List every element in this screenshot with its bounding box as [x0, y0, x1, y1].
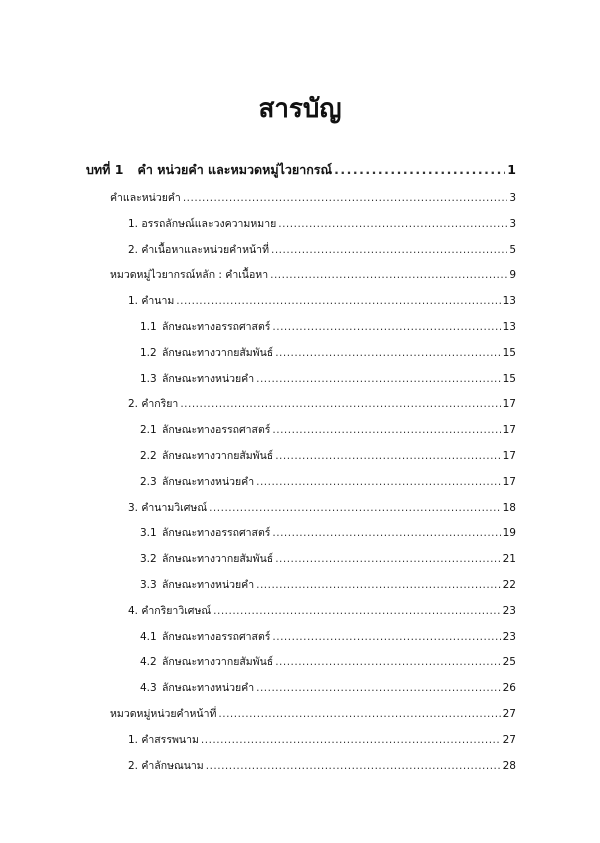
page-number: 21 [502, 553, 516, 565]
toc-entry[interactable] [128, 499, 516, 517]
dot-leader [275, 447, 500, 465]
dot-leader [272, 524, 500, 542]
entry-title: ลักษณะทางหน่วยคำ [162, 579, 255, 591]
dot-leader [256, 679, 501, 697]
page-number: 3 [509, 192, 516, 204]
section-number: 1.1 [140, 321, 157, 333]
page-number: 28 [502, 760, 516, 772]
page-title: สารบัญ [258, 94, 342, 124]
page-number: 5 [509, 244, 516, 256]
page-number: 25 [502, 656, 516, 668]
toc-entry[interactable] [140, 679, 516, 697]
page-number: 17 [502, 424, 516, 436]
page-number: 17 [502, 476, 516, 488]
entry-title: ลักษณะทางวากยสัมพันธ์ [162, 656, 274, 668]
page-number: 26 [502, 682, 516, 694]
dot-leader [275, 653, 500, 671]
page-number: 1 [507, 162, 516, 177]
toc-entry[interactable] [140, 628, 516, 646]
section-number: 1.2 [140, 347, 157, 359]
dot-leader [183, 189, 507, 207]
entry-title: ลักษณะทางอรรถศาสตร์ [162, 424, 271, 436]
page-number: 3 [509, 218, 516, 230]
toc-entry[interactable] [128, 731, 516, 749]
section-number: 1.3 [140, 373, 157, 385]
section-number: 2.3 [140, 476, 157, 488]
toc-entry[interactable] [140, 473, 516, 491]
toc-entry[interactable] [140, 550, 516, 568]
toc-entry[interactable] [140, 370, 516, 388]
page-number: 23 [502, 605, 516, 617]
entry-title: คำและหน่วยคำ [110, 192, 181, 204]
entry-title: ลักษณะทางอรรถศาสตร์ [162, 321, 271, 333]
entry-title: ลักษณะทางหน่วยคำ [162, 373, 255, 385]
dot-leader [270, 266, 507, 284]
entry-title: ลักษณะทางอรรถศาสตร์ [162, 527, 271, 539]
page-number: 13 [502, 295, 516, 307]
dot-leader [180, 395, 500, 413]
dot-leader [213, 602, 500, 620]
dot-leader [176, 292, 500, 310]
toc-entry[interactable] [140, 524, 516, 542]
section-number: 4.3 [140, 682, 157, 694]
page-number: 22 [502, 579, 516, 591]
entry-title: หมวดหมู่หน่วยคำหน้าที่ [110, 708, 217, 720]
page-number: 13 [502, 321, 516, 333]
entry-title: 3. คำนามวิเศษณ์ [128, 502, 208, 514]
entry-title: ลักษณะทางวากยสัมพันธ์ [162, 553, 274, 565]
section-number: 4.1 [140, 631, 157, 643]
dot-leader [334, 161, 505, 179]
dot-leader [272, 421, 500, 439]
entry-title: 1. อรรถลักษณ์และวงความหมาย [128, 218, 277, 230]
dot-leader [272, 318, 500, 336]
entry-title: 1. คำนาม [128, 295, 175, 307]
toc-entry[interactable] [128, 215, 516, 233]
page-number: 27 [502, 734, 516, 746]
page-number: 23 [502, 631, 516, 643]
entry-title: 2. คำกริยา [128, 398, 179, 410]
toc-entry[interactable] [110, 266, 516, 284]
dot-leader [218, 705, 500, 723]
dot-leader [256, 370, 501, 388]
entry-title: 1. คำสรรพนาม [128, 734, 199, 746]
section-number: 3.2 [140, 553, 157, 565]
page-number: 15 [502, 373, 516, 385]
dot-leader [271, 241, 507, 259]
dot-leader [275, 550, 500, 568]
dot-leader [256, 576, 501, 594]
dot-leader [278, 215, 507, 233]
dot-leader [272, 628, 500, 646]
toc-entry[interactable] [140, 344, 516, 362]
page-number: 19 [502, 527, 516, 539]
entry-title: ลักษณะทางหน่วยคำ [162, 476, 255, 488]
section-number: 4.2 [140, 656, 157, 668]
chapter-title: คำ หน่วยคำ และหมวดหมู่ไวยากรณ์ [137, 162, 333, 177]
entry-title: 4. คำกริยาวิเศษณ์ [128, 605, 212, 617]
toc-entry[interactable] [128, 757, 516, 775]
entry-title: ลักษณะทางวากยสัมพันธ์ [162, 450, 274, 462]
page-number: 15 [502, 347, 516, 359]
section-number: 2.2 [140, 450, 157, 462]
page-number: 9 [509, 269, 516, 281]
dot-leader [209, 499, 501, 517]
page-number: 17 [502, 450, 516, 462]
dot-leader [275, 344, 500, 362]
toc-entry[interactable] [140, 653, 516, 671]
dot-leader [206, 757, 501, 775]
section-number: 2.1 [140, 424, 157, 436]
toc-entry[interactable] [110, 189, 516, 207]
section-number: 3.1 [140, 527, 157, 539]
chapter-number: บทที่ 1 [86, 162, 124, 177]
toc-entry[interactable] [128, 395, 516, 413]
toc-entry[interactable] [128, 602, 516, 620]
entry-title: 2. คำลักษณนาม [128, 760, 204, 772]
entry-title: ลักษณะทางอรรถศาสตร์ [162, 631, 271, 643]
toc-entry[interactable] [110, 705, 516, 723]
entry-title: หมวดหมู่ไวยากรณ์หลัก : คำเนื้อหา [110, 269, 269, 281]
dot-leader [201, 731, 501, 749]
dot-leader [256, 473, 501, 491]
toc-entry[interactable] [140, 318, 516, 336]
entry-title: 2. คำเนื้อหาและหน่วยคำหน้าที่ [128, 244, 269, 256]
toc-entry[interactable] [128, 241, 516, 259]
toc-entry[interactable] [140, 447, 516, 465]
toc-entry[interactable] [140, 421, 516, 439]
page-number: 27 [502, 708, 516, 720]
page-number: 18 [502, 502, 516, 514]
page-number: 17 [502, 398, 516, 410]
section-number: 3.3 [140, 579, 157, 591]
entry-title: ลักษณะทางวากยสัมพันธ์ [162, 347, 274, 359]
entry-title: ลักษณะทางหน่วยคำ [162, 682, 255, 694]
toc-entry[interactable] [140, 576, 516, 594]
toc-chapter-row[interactable] [86, 161, 516, 179]
toc-entry[interactable] [128, 292, 516, 310]
